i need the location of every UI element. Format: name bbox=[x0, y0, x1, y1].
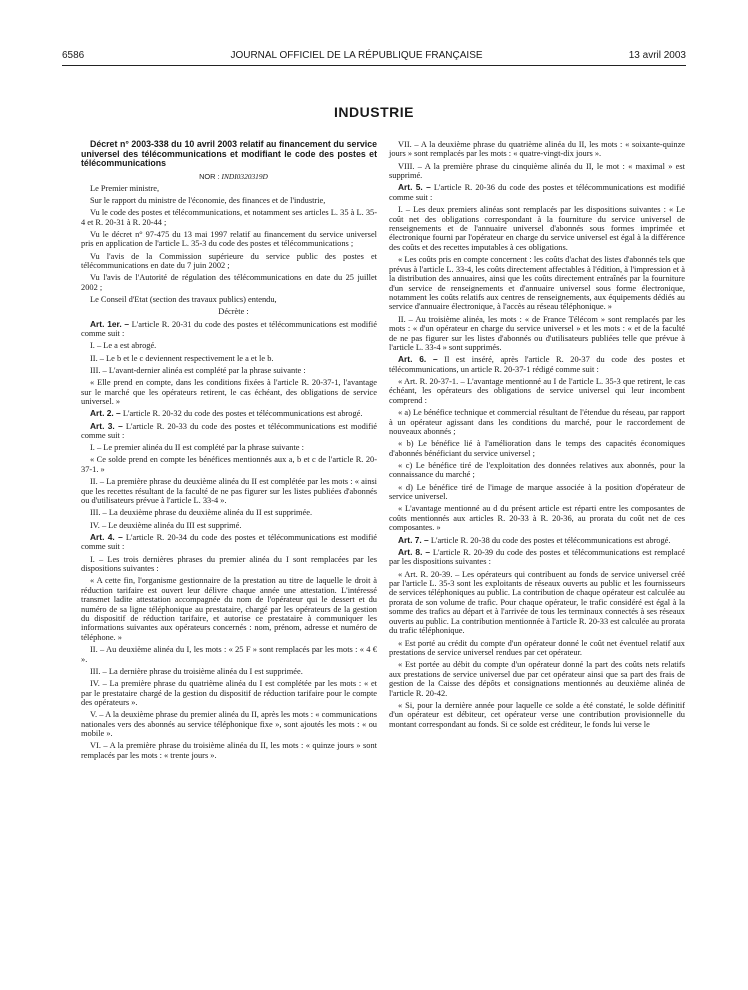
body-paragraph: III. – La deuxième phrase du deuxième alinéa du II est supprimée. bbox=[90, 508, 313, 518]
body-paragraph: IV. – Le deuxième alinéa du III est supprimé. bbox=[90, 520, 242, 530]
body-paragraph: « Art. R. 20-37-1. – L'avantage mentionné au I de l'article L. 35-3 que retirent, le cas échéant, les opérateurs des obligations de service universel qui leur incombent comprend : bbox=[389, 377, 685, 405]
decree-title: Décret n° 2003-338 du 10 avril 2003 relatif au financement du service universel des télécommunications et modifiant le code des postes et télécommunications bbox=[81, 139, 377, 169]
body-paragraph: VI. – A la première phrase du troisième alinéa du II, les mots : « quinze jours » sont remplacés par les mots : « trente jours ». bbox=[81, 741, 377, 760]
body-paragraph: II. – Au troisième alinéa, les mots : « de France Télécom » sont remplacés par les mots : « d'un opérateur en charge du service universel » et les mots : « et de la faculté de ne pas figurer sur les listes d'abonnés ou d'utilisateurs publiées telle que prévue à l'article L. 33-4 » sont supprimés. bbox=[389, 314, 685, 353]
article-text: L'article R. 20-33 du code des postes et télécommunications est modifié comme suit : bbox=[81, 421, 377, 440]
decrete-heading: Décrète : bbox=[218, 307, 249, 317]
body-paragraph: II. – La première phrase du deuxième alinéa du II est complétée par les mots : « ainsi que les recettes résultant de la faculté de ne pas figurer sur les listes publiées d'abonnés ou d'utilisateurs prévue à l'article L. 33-4 ». bbox=[81, 477, 377, 506]
article-paragraph bbox=[81, 533, 377, 552]
body-paragraph: IV. – La première phrase du quatrième alinéa du I est complétée par les mots : « et par le prestataire chargé de la gestion du dispositif de réduction tarifaire pour le compte des opérateurs ». bbox=[81, 679, 377, 708]
body-paragraph: I. – Les deux premiers alinéas sont remplacés par les dispositions suivantes : « Le coût net des obligations correspondant à la fourniture du service universel de renseignements et de l'annuaire universel d'abonnés sous formes imprimée et électronique fourni par l'opérateur en charge du service universel est égal à la différence des coûts et des recettes imputables à ces obligations. bbox=[389, 205, 685, 252]
article-paragraph bbox=[389, 355, 685, 374]
body-paragraph: Le Premier ministre, bbox=[90, 183, 160, 193]
article-paragraph bbox=[81, 422, 377, 441]
body-paragraph: II. – Le b et le c deviennent respectivement le a et le b. bbox=[90, 353, 274, 363]
body-paragraph: VII. – A la deuxième phrase du quatrième alinéa du II, les mots : « soixante-quinze jours » sont remplacés par les mots : « quatre-vingt-dix jours ». bbox=[389, 140, 685, 159]
article-text: L'article R. 20-36 du code des postes et télécommunications est modifié comme suit : bbox=[389, 183, 685, 202]
body-paragraph: « A cette fin, l'organisme gestionnaire de la prestation au titre de laquelle le droit à réduction tarifaire est ouvert leur délivre chaque année une attestation. L'intéressé transmet ladite attestation accompagnée du nom de l'opérateur qui le dessert et du numéro de sa ligne téléphonique au prestataire, chargé par les opérateurs de la gestion du dispositif de réduction tarifaire, et autorise ce prestataire à communiquer les informations suivantes aux opérateurs concernés : nom, prénom, adresse et numéro de téléphone. » bbox=[81, 576, 377, 642]
body-paragraph: III. – L'avant-dernier alinéa est complété par la phrase suivante : bbox=[90, 365, 306, 375]
body-paragraph: « b) Le bénéfice lié à l'amélioration dans le temps des capacités économiques d'abonnés bénéficiant du service universel ; bbox=[389, 439, 685, 458]
nor-label: NOR : bbox=[199, 171, 220, 181]
body-paragraph: V. – A la deuxième phrase du premier alinéa du II, après les mots : « communications nationales vers des abonnés au service téléphonique fixe », sont ajoutés les mots : « ou mobile ». bbox=[81, 710, 377, 739]
article-label: Art. 7. – bbox=[398, 534, 429, 545]
body-paragraph: « Elle prend en compte, dans les conditions fixées à l'article R. 20-37-1, l'avantage sur le marché que les opérateurs retirent, le cas échéant, des obligations de service universel. » bbox=[81, 378, 377, 406]
article-label: Art. 2. – bbox=[90, 408, 121, 419]
nor-line bbox=[81, 172, 377, 181]
article-label: Art. 8. – bbox=[398, 546, 431, 557]
article-text: L'article R. 20-38 du code des postes et télécommunications est abrogé. bbox=[428, 535, 671, 545]
body-paragraph: Vu l'avis de l'Autorité de régulation des télécommunications en date du 25 juillet 2002 ; bbox=[81, 273, 377, 292]
article-paragraph bbox=[389, 183, 685, 202]
article-paragraph bbox=[81, 320, 377, 339]
body-paragraph: Vu le code des postes et télécommunications, et notamment ses articles L. 35 à L. 35-4 et R. 20-31 à R. 20-44 ; bbox=[81, 208, 377, 227]
body-paragraph: I. – Le a est abrogé. bbox=[90, 341, 157, 351]
article-text: L'article R. 20-39 du code des postes et télécommunications est remplacé par les dispositions suivantes : bbox=[389, 547, 685, 567]
article-text: L'article R. 20-34 du code des postes et télécommunications est modifié comme suit : bbox=[81, 532, 377, 552]
article-paragraph bbox=[81, 409, 377, 418]
body-paragraph: III. – La dernière phrase du troisième alinéa du I est supprimée. bbox=[90, 666, 303, 676]
article-label: Art. 3. – bbox=[90, 420, 123, 431]
body-paragraph: « c) Le bénéfice tiré de l'exploitation des données relatives aux abonnés, pour la connaissance du marché ; bbox=[389, 461, 685, 480]
article-text: L'article R. 20-32 du code des postes et télécommunications est abrogé. bbox=[120, 409, 363, 419]
body-paragraph: « L'avantage mentionné au d du présent article est réparti entre les composantes de coûts mentionnés aux articles R. 20-33 à R. 20-36, au prorata du coût net de ces composantes. » bbox=[389, 504, 685, 533]
body-paragraph: II. – Au deuxième alinéa du I, les mots : « 25 F » sont remplacés par les mots : « 4 € ». bbox=[81, 645, 377, 664]
body-paragraph: « Ce solde prend en compte les bénéfices mentionnés aux a, b et c de l'article R. 20-37-1. » bbox=[81, 455, 377, 474]
body-paragraph: Le Conseil d'Etat (section des travaux publics) entendu, bbox=[90, 295, 277, 305]
journal-title: JOURNAL OFFICIEL DE LA RÉPUBLIQUE FRANÇAISE bbox=[230, 50, 483, 61]
body-paragraph: I. – Les trois dernières phrases du premier alinéa du I sont remplacées par les dispositions suivantes : bbox=[81, 554, 377, 573]
issue-date: 13 avril 2003 bbox=[628, 50, 686, 61]
article-paragraph bbox=[389, 548, 685, 567]
body-paragraph: « a) Le bénéfice technique et commercial résultant de l'étendue du réseau, par rapport à un opérateur agissant dans les conditions du marché, pour le raccordement de nouveaux abonnés ; bbox=[389, 408, 685, 437]
body-paragraph: « Art. R. 20-39. – Les opérateurs qui contribuent au fonds de service universel créé par l'article L. 35-3 sont les exploitants de réseaux ouverts au public et les fournisseurs de services téléphoniques au public. La contribution de chaque opérateur est calculée au prorata de son volume de trafic. Pour chaque opérateur, le trafic considéré est égal à la somme des trafics au départ et à l'arrivée de tous les terminaux connectés à ses réseaux ouverts au public. La contribution mentionnée à l'article R. 20-33 est calculée au prorata du trafic téléphonique. bbox=[389, 569, 685, 636]
body-paragraph: Sur le rapport du ministre de l'économie, des finances et de l'industrie, bbox=[90, 196, 326, 206]
body-paragraph: Vu le décret n° 97-475 du 13 mai 1997 relatif au financement du service universel pris en application de l'article L. 35-3 du code des postes et télécommunications ; bbox=[81, 230, 377, 249]
body-paragraph: « Est porté au crédit du compte d'un opérateur donné le coût net éventuel relatif aux prestations de service universel rendues par cet opérateur. bbox=[389, 638, 685, 657]
article-text: L'article R. 20-31 du code des postes et télécommunications est modifié comme suit : bbox=[81, 319, 377, 339]
article-text: Il est inséré, après l'article R. 20-37 du code des postes et télécommunications, un article R. 20-37-1 rédigé comme suit : bbox=[389, 355, 685, 374]
page-header bbox=[62, 50, 686, 61]
right-column bbox=[389, 140, 685, 732]
article-label: Art. 4. – bbox=[90, 531, 123, 542]
nor-value: INDI0320319D bbox=[221, 171, 268, 181]
article-label: Art. 5. – bbox=[398, 182, 431, 193]
section-title: INDUSTRIE bbox=[334, 104, 414, 120]
body-paragraph: Vu l'avis de la Commission supérieure du service public des postes et télécommunications en date du 7 juin 2002 ; bbox=[81, 251, 377, 271]
body-paragraph: VIII. – A la première phrase du cinquième alinéa du II, le mot : « maximal » est supprimé. bbox=[389, 161, 685, 181]
left-column bbox=[81, 140, 377, 763]
article-label: Art. 1er. – bbox=[90, 318, 130, 329]
body-paragraph: I. – Le premier alinéa du II est complété par la phrase suivante : bbox=[90, 443, 304, 453]
article-paragraph bbox=[389, 536, 685, 545]
body-paragraph: « Est portée au débit du compte d'un opérateur donné la part des coûts nets relatifs aux prestations de service universel due par cet opérateur ainsi que sa part des frais de gestion de la Caisse des dépôts et consignations mentionnés au deuxième alinéa de l'article R. 20-42. bbox=[389, 660, 685, 698]
article-label: Art. 6. – bbox=[398, 354, 438, 365]
page-number: 6586 bbox=[62, 50, 85, 61]
body-paragraph: « Les coûts pris en compte concernent : les coûts d'achat des listes d'abonnés tels que prévus à l'article L. 33-4, les coûts directement affectables à l'édition, à l'impression et à la distribution des annuaires, ainsi que les coûts directement entraînés par la fourniture d'un service de renseignements et d'annuaire universel sous forme électronique, notamment les coûts relatifs aux centres de renseignements, aux équipements dédiés au service d'annuaire électronique, à l'accès au réseau téléphonique. » bbox=[389, 255, 685, 312]
body-paragraph: « d) Le bénéfice tiré de l'image de marque associée à la position d'opérateur de service universel. bbox=[389, 482, 685, 502]
header-rule bbox=[62, 65, 686, 66]
body-paragraph: « Si, pour la dernière année pour laquelle ce solde a été constaté, le solde définitif d'un opérateur est débiteur, cet opérateur verse une contribution provisionnelle du montant correspondant au fonds. Si ce solde est créditeur, le fonds lui verse le bbox=[389, 700, 685, 729]
